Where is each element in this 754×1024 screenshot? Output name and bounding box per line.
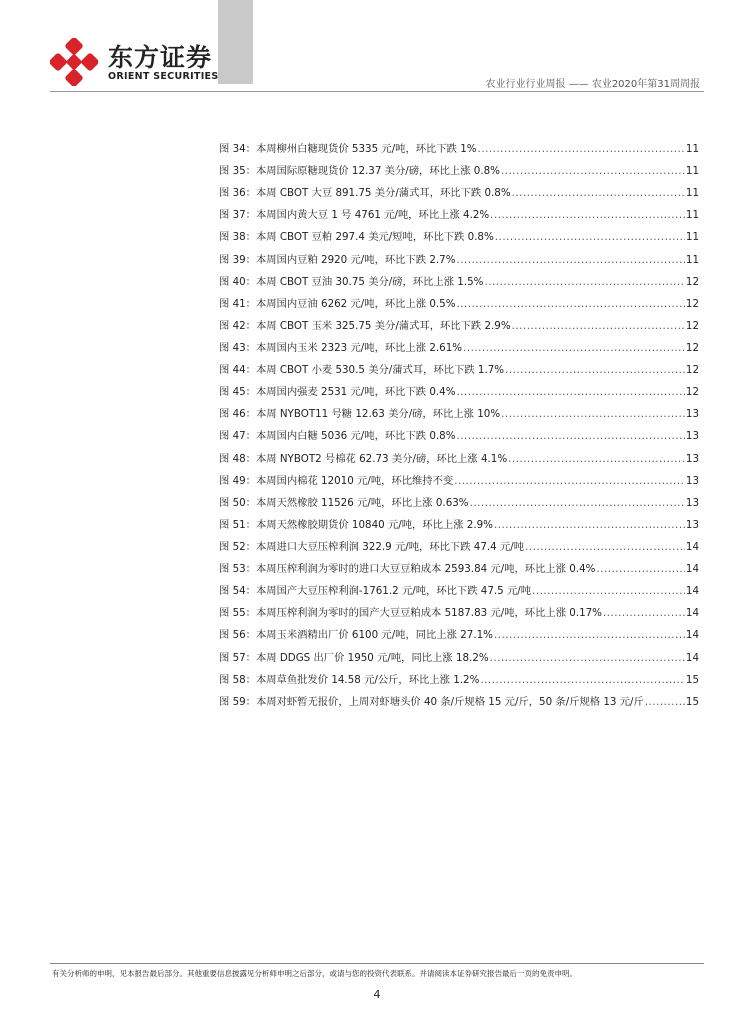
- toc-entry[interactable]: [219, 184, 699, 206]
- toc-leader-dots: [501, 165, 685, 177]
- toc-entry-page: 15: [685, 695, 699, 708]
- toc-entry-page: 13: [685, 496, 699, 509]
- toc-leader-dots: [494, 519, 685, 531]
- toc-entry-page: 13: [685, 430, 699, 443]
- toc-entry-page: 11: [685, 231, 699, 244]
- toc-entry[interactable]: [219, 516, 699, 538]
- toc-entry-label: 图 59：本周对虾暂无报价，上周对虾塘头价 40 条/斤规格 15 元/斤，50 条/斤规格 13 元/斤: [219, 695, 644, 708]
- toc-entry-label: 图 58：本周草鱼批发价 14.58 元/公斤，环比上涨 1.2%: [219, 673, 480, 686]
- toc-leader-dots: [456, 254, 684, 266]
- toc-entry[interactable]: [219, 162, 699, 184]
- toc-entry-label: 图 36：本周 CBOT 大豆 891.75 美分/蒲式耳，环比下跌 0.8%: [219, 187, 511, 200]
- page-number: 4: [373, 988, 381, 1001]
- toc-entry[interactable]: [219, 317, 699, 339]
- footer-disclaimer: 有关分析师的申明，见本报告最后部分。其他重要信息披露见分析师申明之后部分，或请与您的投资代表联系。并请阅读本证券研究报告最后一页的免责申明。: [52, 969, 577, 978]
- toc-leader-dots: [495, 231, 685, 243]
- toc-entry[interactable]: [219, 582, 699, 604]
- toc-entry-label: 图 42：本周 CBOT 玉米 325.75 美分/蒲式耳，环比下跌 2.9%: [219, 319, 511, 332]
- toc-leader-dots: [478, 143, 685, 155]
- toc-entry[interactable]: [219, 295, 699, 317]
- orient-securities-logo-icon: [50, 38, 98, 86]
- figure-list: [219, 140, 699, 715]
- toc-entry[interactable]: [219, 494, 699, 516]
- toc-leader-dots: [508, 453, 685, 465]
- toc-leader-dots: [512, 187, 685, 199]
- toc-leader-dots: [532, 585, 685, 597]
- toc-entry-page: 12: [685, 297, 699, 310]
- toc-entry-page: 11: [685, 143, 699, 155]
- toc-entry-page: 12: [685, 275, 699, 288]
- toc-leader-dots: [490, 209, 685, 221]
- toc-entry-page: 12: [685, 341, 699, 354]
- toc-entry[interactable]: [219, 251, 699, 273]
- toc-entry-label: 图 54：本周国产大豆压榨利润-1761.2 元/吨，环比下跌 47.5 元/吨: [219, 585, 532, 598]
- toc-entry-page: 14: [685, 540, 699, 553]
- toc-entry[interactable]: [219, 560, 699, 582]
- toc-entry-page: 14: [685, 563, 699, 576]
- toc-entry-label: 图 51：本周天然橡胶期货价 10840 元/吨，环比上涨 2.9%: [219, 518, 493, 531]
- toc-entry[interactable]: [219, 273, 699, 295]
- toc-leader-dots: [454, 475, 685, 487]
- toc-entry-label: 图 56：本周玉米酒精出厂价 6100 元/吨，同比上涨 27.1%: [219, 629, 493, 642]
- toc-entry[interactable]: [219, 228, 699, 250]
- toc-entry-page: 11: [685, 209, 699, 222]
- toc-leader-dots: [456, 430, 684, 442]
- toc-leader-dots: [596, 563, 684, 575]
- toc-entry[interactable]: [219, 472, 699, 494]
- toc-entry-label: 图 46：本周 NYBOT11 号糖 12.63 美分/磅，环比上涨 10%: [219, 408, 501, 421]
- toc-entry-page: 11: [685, 253, 699, 266]
- toc-entry[interactable]: [219, 140, 699, 162]
- toc-leader-dots: [480, 674, 685, 686]
- toc-entry-label: 图 43：本周国内玉米 2323 元/吨，环比上涨 2.61%: [219, 341, 463, 354]
- toc-leader-dots: [484, 276, 684, 288]
- toc-entry-page: 13: [685, 452, 699, 465]
- toc-entry-label: 图 35：本周国际原糖现货价 12.37 美分/磅，环比上涨 0.8%: [219, 165, 500, 178]
- report-header: [485, 75, 700, 90]
- toc-entry[interactable]: [219, 361, 699, 383]
- toc-entry-label: 图 34：本周柳州白糖现货价 5335 元/吨，环比下跌 1%: [219, 143, 477, 155]
- toc-leader-dots: [470, 497, 685, 509]
- toc-leader-dots: [456, 298, 684, 310]
- toc-entry[interactable]: [219, 450, 699, 472]
- toc-entry-label: 图 48：本周 NYBOT2 号棉花 62.73 美分/磅，环比上涨 4.1%: [219, 452, 508, 465]
- toc-entry-label: 图 53：本周压榨利润为零时的进口大豆豆粕成本 2593.84 元/吨，环比上涨 0.4%: [219, 563, 596, 576]
- toc-entry-label: 图 50：本周天然橡胶 11526 元/吨，环比上涨 0.63%: [219, 496, 469, 509]
- report-title: —— 农业2020年第31周周报: [568, 79, 700, 90]
- toc-leader-dots: [512, 320, 685, 332]
- toc-entry-label: 图 45：本周国内强麦 2531 元/吨，环比下跌 0.4%: [219, 386, 456, 399]
- header-divider: [50, 91, 704, 92]
- toc-entry-label: 图 41：本周国内豆油 6262 元/吨，环比上涨 0.5%: [219, 297, 456, 310]
- toc-entry-page: 13: [685, 408, 699, 421]
- toc-entry-label: 图 38：本周 CBOT 豆粕 297.4 美元/短吨，环比下跌 0.8%: [219, 231, 494, 244]
- toc-leader-dots: [501, 408, 685, 420]
- toc-entry-page: 12: [685, 386, 699, 399]
- toc-entry-label: 图 40：本周 CBOT 豆油 30.75 美分/磅，环比上涨 1.5%: [219, 275, 484, 288]
- toc-entry[interactable]: [219, 693, 699, 715]
- toc-entry-label: 图 55：本周压榨利润为零时的国产大豆豆粕成本 5187.83 元/吨，环比上涨 0.17%: [219, 607, 602, 620]
- toc-entry[interactable]: [219, 604, 699, 626]
- toc-entry-page: 14: [685, 585, 699, 598]
- toc-entry-page: 11: [685, 187, 699, 200]
- logo-name-en: ORIENT SECURITIES: [108, 71, 219, 82]
- toc-entry[interactable]: [219, 339, 699, 361]
- toc-entry-page: 15: [685, 673, 699, 686]
- toc-leader-dots: [525, 541, 685, 553]
- toc-entry-label: 图 44：本周 CBOT 小麦 530.5 美分/蒲式耳，环比下跌 1.7%: [219, 364, 505, 377]
- toc-entry-page: 14: [685, 607, 699, 620]
- toc-entry-label: 图 57：本周 DDGS 出厂价 1950 元/吨，同比上涨 18.2%: [219, 651, 489, 664]
- toc-entry-page: 12: [685, 364, 699, 377]
- toc-leader-dots: [456, 386, 684, 398]
- toc-entry[interactable]: [219, 405, 699, 427]
- logo-name-cn: 东方证券: [108, 43, 213, 72]
- toc-entry[interactable]: [219, 649, 699, 671]
- toc-entry-label: 图 39：本周国内豆粕 2920 元/吨，环比下跌 2.7%: [219, 253, 456, 266]
- toc-entry-page: 14: [685, 651, 699, 664]
- toc-entry[interactable]: [219, 427, 699, 449]
- toc-leader-dots: [603, 607, 685, 619]
- toc-entry-page: 13: [685, 518, 699, 531]
- toc-entry-label: 图 47：本周国内白糖 5036 元/吨，环比下跌 0.8%: [219, 430, 456, 443]
- toc-leader-dots: [463, 342, 685, 354]
- company-logo: [50, 38, 225, 90]
- toc-leader-dots: [490, 652, 685, 664]
- toc-entry[interactable]: [219, 538, 699, 560]
- toc-entry[interactable]: [219, 383, 699, 405]
- toc-leader-dots: [494, 629, 685, 641]
- toc-leader-dots: [505, 364, 685, 376]
- toc-entry-label: 图 52：本周进口大豆压榨利润 322.9 元/吨，环比下跌 47.4 元/吨: [219, 540, 525, 553]
- toc-entry[interactable]: [219, 626, 699, 648]
- toc-leader-dots: [645, 696, 685, 708]
- toc-entry-page: 12: [685, 319, 699, 332]
- toc-entry-page: 14: [685, 629, 699, 642]
- report-type: 农业行业行业周报: [485, 79, 566, 90]
- toc-entry[interactable]: [219, 206, 699, 228]
- toc-entry-page: 13: [685, 474, 699, 487]
- toc-entry-label: 图 37：本周国内黄大豆 1 号 4761 元/吨，环比上涨 4.2%: [219, 209, 490, 222]
- toc-entry[interactable]: [219, 671, 699, 693]
- footer-divider: [50, 963, 704, 964]
- toc-entry-label: 图 49：本周国内棉花 12010 元/吨，环比维持不变: [219, 474, 454, 487]
- toc-entry-page: 11: [685, 165, 699, 178]
